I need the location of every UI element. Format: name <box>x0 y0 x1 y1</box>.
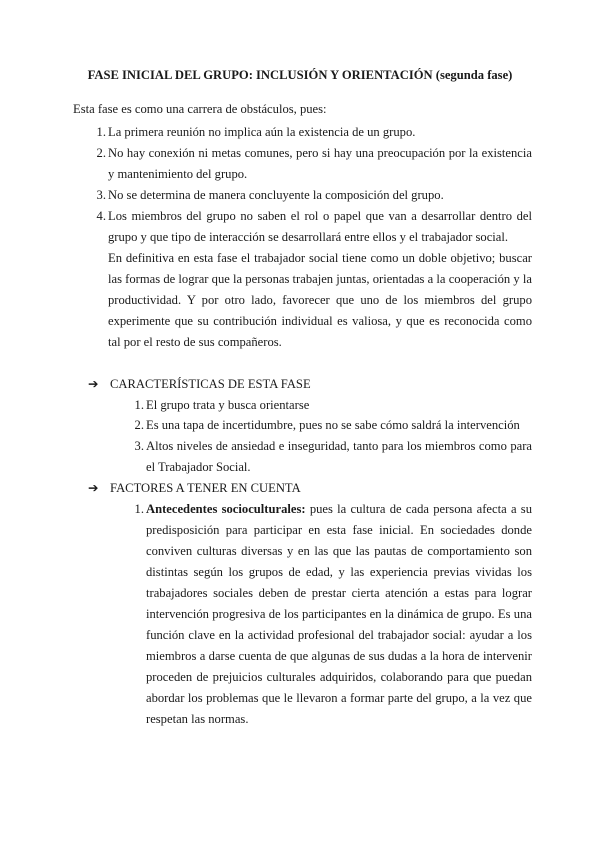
list-text: Los miembros del grupo no saben el rol o papel que van a desarrollar dentro del grupo y que tipo de interacción se desarrollará entre ellos y el trabajador social. <box>108 209 532 244</box>
arrow-right-icon: ➔ <box>88 481 99 495</box>
document-title: FASE INICIAL DEL GRUPO: INCLUSIÓN Y ORIENTACIÓN (segunda fase) <box>87 68 513 82</box>
intro-text: Esta fase es como una carrera de obstáculos, pues: <box>73 102 327 116</box>
list-text: No hay conexión ni metas comunes, pero si hay una preocupación por la existencia y mantenimiento del grupo. <box>108 146 532 181</box>
list-number: 2. <box>134 418 144 432</box>
list-text-body: pues la cultura de cada persona afecta a su predisposición para participar en esta fase inicial. En sociedades donde conviven culturas diversas y en las que las pautas de comportamiento son distintas según los grupos de edad, y las experiencia previas vividas los trabajadores sociales deben de prestar cierta atención a estas para lograr intervención progresiva de los participantes en la dinámica de grupo. Es una función clave en la actividad profesional del trabajador social: ayudar a los miembros a darse cuenta de que algunas de sus dudas a la hora de intervenir proceden de prejuicios culturales adquiridos, colaborando para que puedan abordar los problemas que le llevaron a formar parte del grupo, a la vez que respetan las normas. <box>146 502 533 726</box>
list-text: El grupo trata y busca orientarse <box>146 398 310 412</box>
section-heading-caracteristicas <box>88 376 311 392</box>
list-text: No se determina de manera concluyente la composición del grupo. <box>108 188 444 202</box>
section-heading-factores <box>88 480 301 496</box>
list-text: Altos niveles de ansiedad e inseguridad, tanto para los miembros como para el Trabajador Social. <box>146 439 532 474</box>
list-number: 2. <box>96 146 106 160</box>
list-number: 1. <box>134 502 144 516</box>
list-text <box>146 499 532 730</box>
section-heading-text: FACTORES A TENER EN CUENTA <box>110 481 301 495</box>
bold-term: Antecedentes socioculturales: <box>146 502 306 516</box>
list-number: 4. <box>96 209 106 223</box>
list-number: 3. <box>134 439 144 453</box>
list-text: Es una tapa de incertidumbre, pues no se sabe cómo saldrá la intervención <box>146 418 520 432</box>
list-number: 1. <box>134 398 144 412</box>
list-text: La primera reunión no implica aún la existencia de un grupo. <box>108 125 416 139</box>
arrow-right-icon: ➔ <box>88 377 99 391</box>
list-number: 3. <box>96 188 106 202</box>
body-paragraph: En definitiva en esta fase el trabajador social tiene como un doble objetivo; buscar las formas de lograr que la personas trabajen juntas, orientadas a la cooperación y la productividad. Y por otro lado, favorecer que uno de los miembros del grupo experimente que su contribución individual es valiosa, y que es reconocida como tal por el resto de sus compañeros. <box>108 251 532 349</box>
list-number: 1. <box>96 125 106 139</box>
section-heading-text: CARACTERÍSTICAS DE ESTA FASE <box>110 377 311 391</box>
